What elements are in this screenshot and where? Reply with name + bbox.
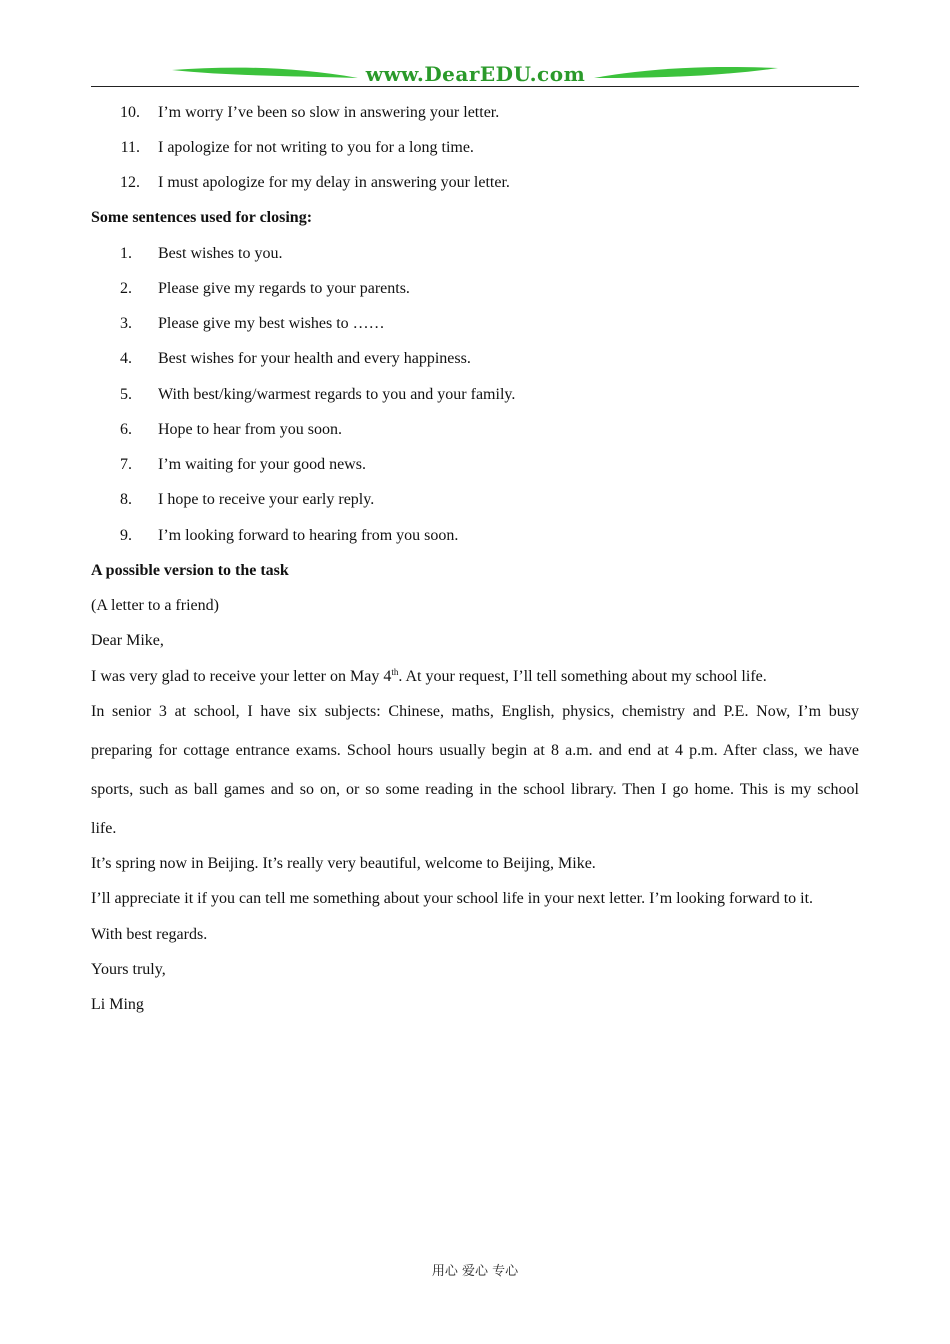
page-header <box>0 0 950 100</box>
list-number: 3. <box>120 315 132 332</box>
logo-swoosh-right <box>592 64 780 84</box>
list-number: 1. <box>120 245 132 262</box>
letter-subtitle: (A letter to a friend) <box>91 597 219 614</box>
letter-paragraph-1 <box>91 667 767 687</box>
list-text: Best wishes to you. <box>158 245 283 262</box>
list-text: I apologize for not writing to you for a long time. <box>158 139 474 156</box>
header-rule <box>91 86 859 87</box>
letter-paragraph-2-line: In senior 3 at school, I have six subjects: Chinese, maths, English, physics, chemistry and P.E. Now, I’m busy <box>91 703 859 720</box>
letter-paragraph-2-line: sports, such as ball games and so on, or so some reading in the school library. Then I go home. This is my school <box>91 781 859 798</box>
list-number: 10. <box>120 104 140 121</box>
letter-paragraph-4: I’ll appreciate it if you can tell me something about your school life in your next letter. I’m looking forward to it. <box>91 890 814 907</box>
list-text: Best wishes for your health and every happiness. <box>158 350 471 367</box>
paragraph-text: I was very glad to receive your letter on May 4 <box>91 668 392 685</box>
letter-closing: With best regards. <box>91 926 208 943</box>
list-text: I must apologize for my delay in answering your letter. <box>158 174 510 191</box>
closing-heading: Some sentences used for closing: <box>91 209 313 226</box>
version-heading: A possible version to the task <box>91 562 289 579</box>
list-text: I’m worry I’ve been so slow in answering your letter. <box>158 104 500 121</box>
ordinal-suffix: th <box>391 667 399 677</box>
list-number: 2. <box>120 280 132 297</box>
letter-sign-off: Yours truly, <box>91 961 166 978</box>
list-text: Please give my regards to your parents. <box>158 280 410 297</box>
list-number: 7. <box>120 456 132 473</box>
list-number: 12. <box>120 174 140 191</box>
list-text: I hope to receive your early reply. <box>158 491 375 508</box>
list-text: Please give my best wishes to …… <box>158 315 385 332</box>
letter-paragraph-2-line: preparing for cottage entrance exams. School hours usually begin at 8 a.m. and end at 4 p.m. After class, we have <box>91 742 859 759</box>
list-number: 9. <box>120 527 132 544</box>
list-text: With best/king/warmest regards to you and your family. <box>158 386 516 403</box>
letter-paragraph-2-line: life. <box>91 820 117 837</box>
list-number: 5. <box>120 386 132 403</box>
list-number: 4. <box>120 350 132 367</box>
list-number: 11. <box>120 139 140 156</box>
letter-signature: Li Ming <box>91 996 144 1013</box>
list-number: 6. <box>120 421 132 438</box>
letter-paragraph-3: It’s spring now in Beijing. It’s really very beautiful, welcome to Beijing, Mike. <box>91 855 596 872</box>
letter-greeting: Dear Mike, <box>91 632 164 649</box>
page-footer: 用心 爱心 专心 <box>431 1264 519 1279</box>
list-text: I’m looking forward to hearing from you soon. <box>158 527 459 544</box>
paragraph-text: . At your request, I’ll tell something about my school life. <box>398 668 767 685</box>
site-logo: www.DearEDU.com <box>365 62 586 86</box>
list-text: I’m waiting for your good news. <box>158 456 366 473</box>
logo-swoosh-left <box>170 64 360 84</box>
list-text: Hope to hear from you soon. <box>158 421 342 438</box>
list-number: 8. <box>120 491 132 508</box>
